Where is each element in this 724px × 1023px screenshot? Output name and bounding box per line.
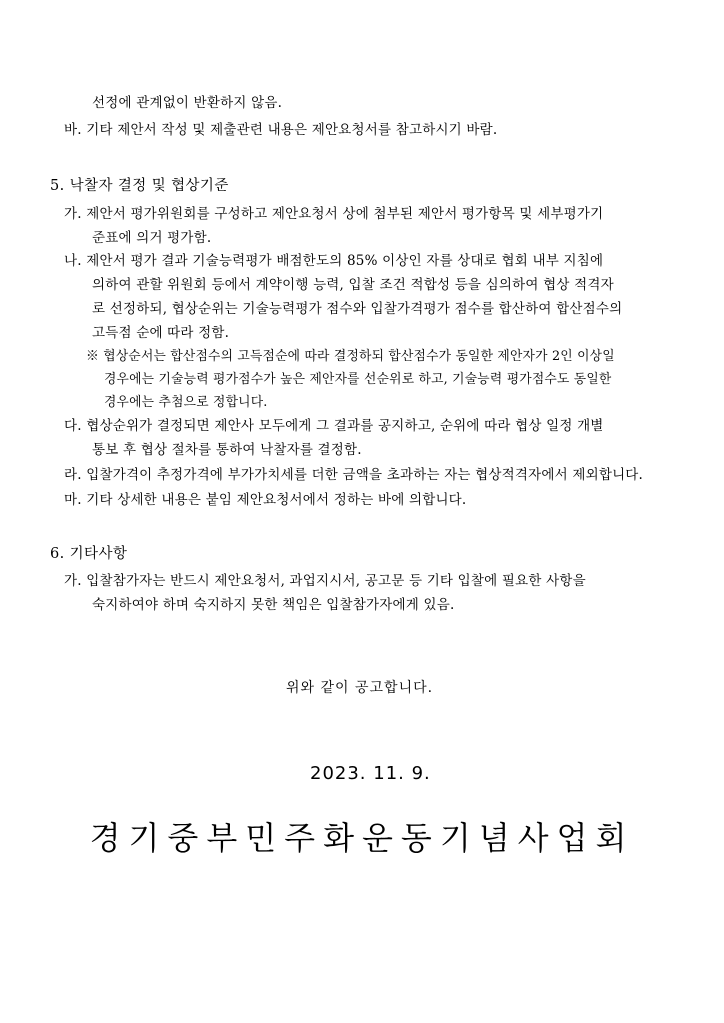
s5-na-line4: 고득점 순에 따라 정함. (92, 325, 230, 341)
s5-da-line1: 다. 협상순위가 결정되면 제안사 모두에게 그 결과를 공지하고, 순위에 따라 협상 일정 개별 (64, 418, 604, 434)
announcement-date: 2023. 11. 9. (310, 763, 431, 784)
s5-da-line2: 통보 후 협상 절차를 통하여 낙찰자를 결정함. (92, 442, 362, 458)
s5-na-line3: 로 선정하되, 협상순위는 기술능력평가 점수와 입찰가격평가 점수를 합산하여 합산점수의 (92, 301, 623, 317)
item-ba: 바. 기타 제안서 작성 및 제출관련 내용은 제안요청서를 참고하시기 바람. (64, 122, 498, 138)
section-6-title: 6. 기타사항 (50, 546, 128, 562)
s5-ma: 마. 기타 상세한 내용은 붙임 제안요청서에서 정하는 바에 의합니다. (64, 492, 467, 508)
s5-ga-line2: 준표에 의거 평가함. (92, 230, 212, 246)
s6-ga-line1: 가. 입찰참가자는 반드시 제안요청서, 과업지시서, 공고문 등 기타 입찰에 필요한 사항을 (64, 573, 586, 589)
s5-note-line1: ※ 협상순서는 합산점수의 고득점순에 따라 결정하되 합산점수가 동일한 제안자가 2인 이상일 (86, 349, 615, 364)
s5-na-line1: 나. 제안서 평가 결과 기술능력평가 배점한도의 85% 이상인 자를 상대로 협회 내부 지침에 (64, 253, 604, 269)
s5-note-line2: 경우에는 기술능력 평가점수가 높은 제안자를 선순위로 하고, 기술능력 평가점수도 동일한 (104, 372, 612, 387)
s5-na-line2: 의하여 관할 위원회 등에서 계약이행 능력, 입찰 조건 적합성 등을 심의하여 협상 적격자 (92, 277, 614, 293)
s5-ra: 라. 입찰가격이 추정가격에 부가가치세를 더한 금액을 초과하는 자는 협상적격자에서 제외합니다. (64, 467, 644, 483)
continuation-line: 선정에 관계없이 반환하지 않음. (92, 95, 283, 111)
s5-note-line3: 경우에는 추첨으로 정합니다. (104, 395, 268, 410)
organization-name: 경기중부민주화운동기념사업회 (89, 819, 635, 857)
s5-ga-line1: 가. 제안서 평가위원회를 구성하고 제안요청서 상에 첨부된 제안서 평가항목 및 세부평가기 (64, 206, 604, 222)
section-5-title: 5. 낙찰자 결정 및 협상기준 (50, 178, 229, 194)
s6-ga-line2: 숙지하여야 하며 숙지하지 못한 책임은 입찰참가자에게 있음. (92, 597, 455, 613)
closing-statement: 위와 같이 공고합니다. (286, 680, 434, 696)
